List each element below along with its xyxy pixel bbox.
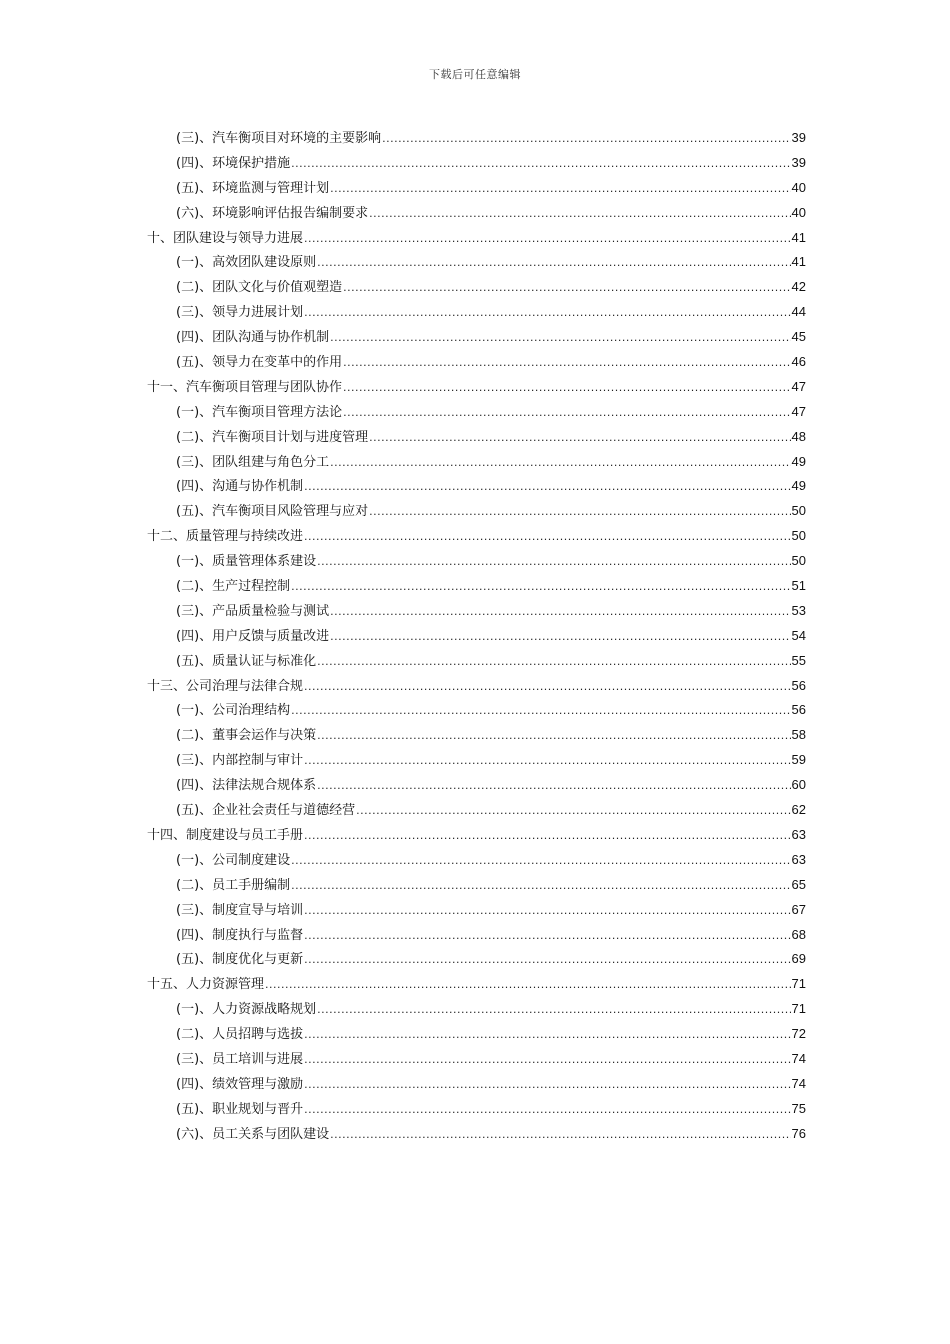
toc-entry-page-number: 53	[791, 602, 806, 618]
toc-entry-page-number: 42	[791, 279, 806, 295]
toc-dot-leader	[291, 699, 790, 724]
toc-entry-page-number: 41	[791, 254, 806, 270]
toc-section-entry[interactable]	[147, 649, 806, 674]
toc-section-entry[interactable]	[147, 923, 806, 948]
toc-entry-page-number: 56	[791, 677, 806, 693]
toc-entry-title: (六)、环境影响评估报告编制要求	[176, 205, 369, 221]
toc-section-entry[interactable]	[147, 474, 806, 499]
toc-section-entry[interactable]	[147, 748, 806, 773]
toc-entry-page-number: 76	[791, 1125, 806, 1141]
toc-entry-page-number: 74	[791, 1050, 806, 1066]
toc-section-entry[interactable]	[147, 201, 806, 226]
toc-chapter-entry[interactable]	[147, 226, 806, 251]
table-of-contents	[147, 126, 806, 1147]
toc-dot-leader	[304, 525, 791, 550]
toc-entry-title: (四)、制度执行与监督	[176, 927, 304, 943]
toc-entry-title: (二)、董事会运作与决策	[176, 728, 317, 744]
toc-entry-page-number: 50	[791, 553, 806, 569]
toc-dot-leader	[343, 376, 791, 401]
toc-dot-leader	[330, 600, 790, 625]
toc-dot-leader	[291, 874, 790, 899]
toc-section-entry[interactable]	[147, 176, 806, 201]
toc-dot-leader	[343, 401, 790, 426]
toc-dot-leader	[330, 177, 790, 202]
toc-entry-page-number: 68	[791, 926, 806, 942]
toc-chapter-entry[interactable]	[147, 524, 806, 549]
toc-chapter-entry[interactable]	[147, 674, 806, 699]
page-header: 下载后可任意编辑	[429, 68, 521, 81]
toc-entry-title: (四)、环境保护措施	[176, 155, 291, 171]
toc-chapter-entry[interactable]	[147, 375, 806, 400]
toc-dot-leader	[330, 1123, 790, 1148]
toc-section-entry[interactable]	[147, 425, 806, 450]
toc-entry-title: (五)、领导力在变革中的作用	[176, 355, 343, 371]
toc-entry-title: (三)、内部控制与审计	[176, 753, 304, 769]
toc-entry-page-number: 47	[791, 403, 806, 419]
toc-section-entry[interactable]	[147, 1047, 806, 1072]
toc-entry-page-number: 39	[791, 130, 806, 145]
toc-entry-title: (三)、员工培训与进展	[176, 1051, 304, 1067]
toc-entry-page-number: 60	[791, 777, 806, 793]
toc-dot-leader	[369, 426, 790, 451]
toc-entry-title: 十二、质量管理与持续改进	[147, 529, 304, 545]
toc-dot-leader	[343, 276, 790, 301]
toc-dot-leader	[317, 550, 790, 575]
toc-entry-title: (五)、企业社会责任与道德经营	[176, 803, 356, 819]
toc-section-entry[interactable]	[147, 723, 806, 748]
toc-dot-leader	[317, 650, 790, 675]
toc-entry-title: (五)、汽车衡项目风险管理与应对	[176, 504, 369, 520]
toc-dot-leader	[291, 152, 790, 177]
toc-entry-title: 十一、汽车衡项目管理与团队协作	[147, 379, 343, 395]
toc-dot-leader	[304, 1073, 790, 1098]
toc-entry-title: (四)、团队沟通与协作机制	[176, 330, 330, 346]
toc-entry-page-number: 54	[791, 627, 806, 643]
toc-dot-leader	[356, 799, 790, 824]
toc-dot-leader	[304, 749, 790, 774]
toc-entry-title: (五)、质量认证与标准化	[176, 653, 317, 669]
toc-entry-title: (三)、领导力进展计划	[176, 305, 304, 321]
toc-entry-page-number: 41	[791, 229, 806, 245]
toc-entry-page-number: 63	[791, 826, 806, 842]
toc-dot-leader	[304, 1023, 790, 1048]
toc-section-entry[interactable]	[147, 698, 806, 723]
toc-dot-leader	[291, 575, 790, 600]
toc-entry-title: (五)、环境监测与管理计划	[176, 180, 330, 196]
toc-section-entry[interactable]	[147, 350, 806, 375]
toc-entry-page-number: 45	[791, 329, 806, 345]
toc-dot-leader	[304, 475, 790, 500]
toc-entry-page-number: 69	[791, 951, 806, 967]
toc-section-entry[interactable]	[147, 499, 806, 524]
toc-entry-page-number: 59	[791, 752, 806, 768]
toc-dot-leader	[304, 675, 791, 700]
toc-entry-title: 十三、公司治理与法律合规	[147, 678, 304, 694]
toc-section-entry[interactable]	[147, 549, 806, 574]
toc-dot-leader	[330, 625, 790, 650]
toc-entry-page-number: 46	[791, 354, 806, 370]
toc-entry-title: (一)、汽车衡项目管理方法论	[176, 404, 343, 420]
toc-section-entry[interactable]	[147, 848, 806, 873]
toc-section-entry[interactable]	[147, 450, 806, 475]
toc-entry-title: (二)、生产过程控制	[176, 579, 291, 595]
toc-entry-title: 十四、制度建设与员工手册	[147, 827, 304, 843]
toc-entry-title: (一)、人力资源战略规划	[176, 1002, 317, 1018]
toc-entry-title: (五)、制度优化与更新	[176, 952, 304, 968]
toc-entry-page-number: 65	[791, 876, 806, 892]
toc-dot-leader	[369, 500, 790, 525]
toc-entry-page-number: 56	[791, 702, 806, 718]
toc-section-entry[interactable]	[147, 574, 806, 599]
toc-section-entry[interactable]	[147, 773, 806, 798]
toc-dot-leader	[304, 301, 790, 326]
toc-section-entry[interactable]	[147, 624, 806, 649]
toc-entry-page-number: 72	[791, 1026, 806, 1042]
toc-entry-page-number: 75	[791, 1100, 806, 1116]
toc-entry-page-number: 50	[791, 528, 806, 544]
toc-entry-title: 十五、人力资源管理	[147, 977, 265, 993]
toc-entry-title: (二)、人员招聘与选拔	[176, 1027, 304, 1043]
toc-entry-title: 十、团队建设与领导力进展	[147, 230, 304, 246]
toc-dot-leader	[304, 948, 790, 973]
toc-section-entry[interactable]	[147, 599, 806, 624]
toc-entry-title: (三)、制度宣导与培训	[176, 902, 304, 918]
toc-entry-page-number: 49	[791, 453, 806, 469]
toc-dot-leader	[304, 899, 790, 924]
toc-dot-leader	[304, 824, 791, 849]
toc-entry-page-number: 71	[791, 976, 806, 992]
toc-dot-leader	[317, 774, 790, 799]
toc-chapter-entry[interactable]	[147, 972, 806, 997]
toc-section-entry[interactable]	[147, 275, 806, 300]
toc-entry-title: (一)、公司治理结构	[176, 703, 291, 719]
toc-entry-title: (一)、质量管理体系建设	[176, 554, 317, 570]
toc-dot-leader	[317, 724, 790, 749]
toc-dot-leader	[330, 326, 790, 351]
toc-dot-leader	[369, 202, 790, 227]
toc-section-entry[interactable]	[147, 400, 806, 425]
toc-section-entry[interactable]	[147, 151, 806, 176]
toc-dot-leader	[304, 227, 791, 252]
toc-entry-title: (三)、团队组建与角色分工	[176, 454, 330, 470]
toc-section-entry[interactable]	[147, 1072, 806, 1097]
toc-entry-page-number: 67	[791, 901, 806, 917]
toc-entry-title: (一)、高效团队建设原则	[176, 255, 317, 271]
toc-entry-title: (四)、用户反馈与质量改进	[176, 628, 330, 644]
toc-entry-page-number: 55	[791, 652, 806, 668]
toc-entry-title: (六)、员工关系与团队建设	[176, 1126, 330, 1142]
toc-section-entry[interactable]	[147, 126, 806, 151]
toc-dot-leader	[291, 849, 790, 874]
toc-dot-leader	[330, 451, 790, 476]
toc-entry-title: (二)、汽车衡项目计划与进度管理	[176, 429, 369, 445]
toc-entry-page-number: 39	[791, 154, 806, 170]
toc-dot-leader	[304, 1048, 790, 1073]
toc-entry-page-number: 58	[791, 727, 806, 743]
toc-entry-title: (四)、法律法规合规体系	[176, 778, 317, 794]
toc-entry-page-number: 40	[791, 179, 806, 195]
toc-section-entry[interactable]	[147, 250, 806, 275]
toc-entry-title: (三)、产品质量检验与测试	[176, 603, 330, 619]
toc-section-entry[interactable]	[147, 947, 806, 972]
toc-entry-title: (二)、员工手册编制	[176, 877, 291, 893]
toc-entry-page-number: 44	[791, 304, 806, 320]
toc-dot-leader	[317, 251, 790, 276]
toc-section-entry[interactable]	[147, 300, 806, 325]
toc-entry-page-number: 63	[791, 851, 806, 867]
toc-entry-page-number: 62	[791, 802, 806, 818]
toc-entry-page-number: 47	[791, 378, 806, 394]
toc-section-entry[interactable]	[147, 898, 806, 923]
toc-dot-leader	[304, 924, 790, 949]
toc-entry-title: (三)、汽车衡项目对环境的主要影响	[176, 131, 382, 146]
toc-section-entry[interactable]	[147, 997, 806, 1022]
toc-section-entry[interactable]	[147, 873, 806, 898]
toc-dot-leader	[317, 998, 790, 1023]
toc-entry-title: (五)、职业规划与晋升	[176, 1101, 304, 1117]
toc-section-entry[interactable]	[147, 798, 806, 823]
toc-section-entry[interactable]	[147, 325, 806, 350]
toc-entry-title: (四)、沟通与协作机制	[176, 479, 304, 495]
toc-entry-page-number: 40	[791, 204, 806, 220]
toc-chapter-entry[interactable]	[147, 823, 806, 848]
toc-section-entry[interactable]	[147, 1022, 806, 1047]
toc-entry-page-number: 74	[791, 1075, 806, 1091]
toc-entry-page-number: 71	[791, 1001, 806, 1017]
toc-entry-title: (四)、绩效管理与激励	[176, 1076, 304, 1092]
toc-entry-page-number: 51	[791, 578, 806, 594]
toc-entry-title: (二)、团队文化与价值观塑造	[176, 280, 343, 296]
toc-section-entry[interactable]	[147, 1122, 806, 1147]
toc-dot-leader	[304, 1098, 790, 1123]
toc-entry-page-number: 49	[791, 478, 806, 494]
toc-entry-title: (一)、公司制度建设	[176, 852, 291, 868]
toc-entry-page-number: 48	[791, 428, 806, 444]
toc-section-entry[interactable]	[147, 1097, 806, 1122]
toc-entry-page-number: 50	[791, 503, 806, 519]
toc-dot-leader	[343, 351, 790, 376]
toc-dot-leader	[382, 127, 790, 152]
toc-dot-leader	[265, 973, 791, 998]
